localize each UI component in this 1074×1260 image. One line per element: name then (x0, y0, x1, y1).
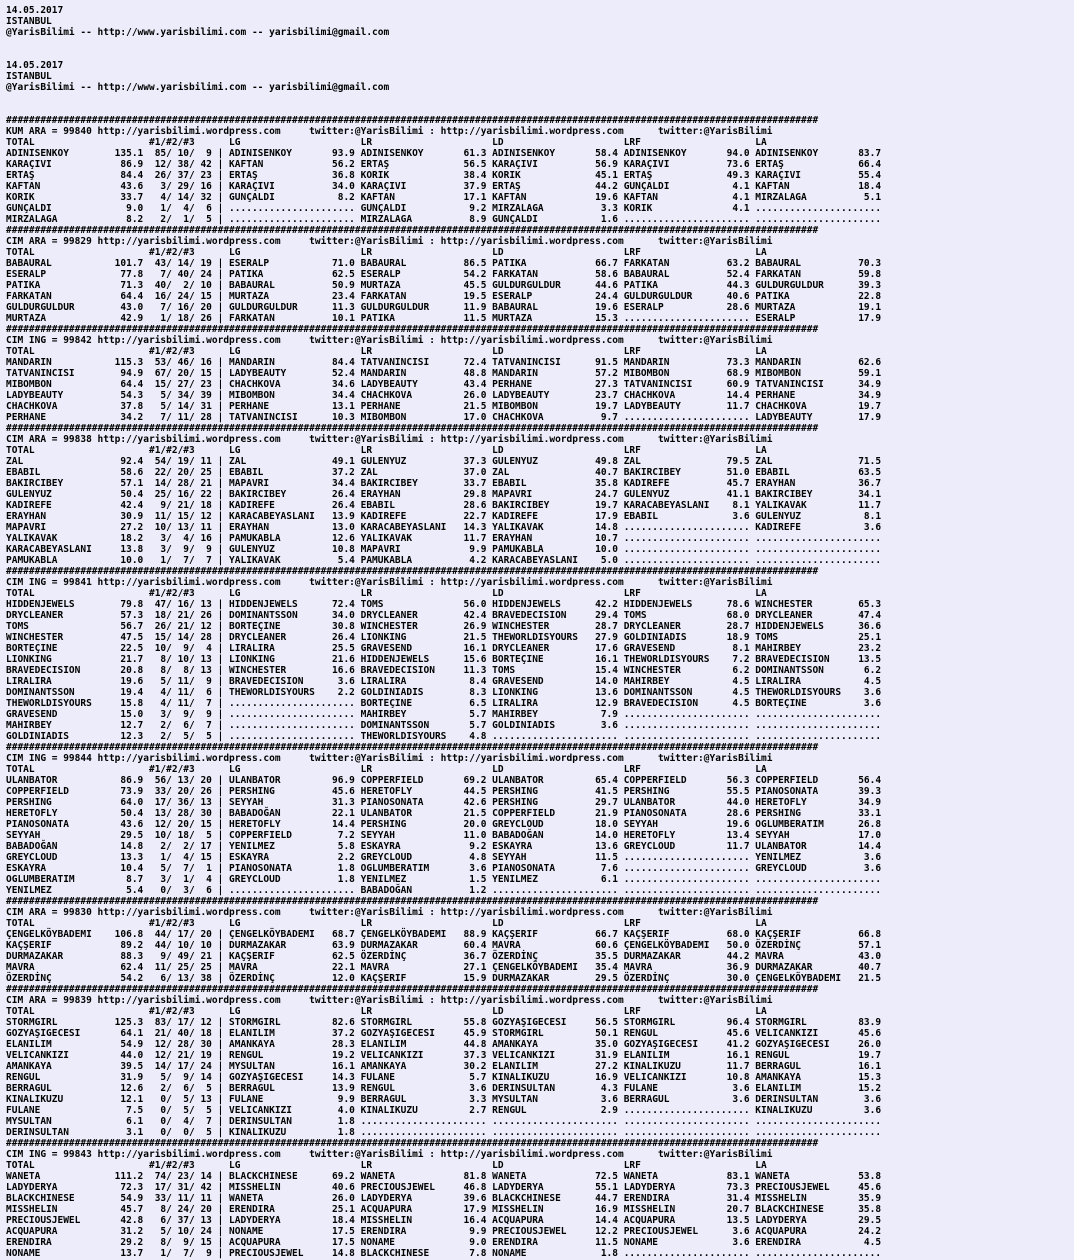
race-row: BERRAGUL 12.6 2/ 6/ 5 | BERRAGUL 13.9 RENGUL 3.6 DERINSULTAN 4.3 FULANE 3.6 ELANILIM 15.2 (6, 1083, 882, 1094)
race-row: NONAME 13.7 1/ 7/ 9 | PRECIOUSJEWEL 14.8 BLACKCHINESE 7.8 NONAME 1.8 ...................... ...................... (6, 1248, 882, 1259)
section-divider: ############################################################################################################################################## (6, 115, 819, 126)
race-report-document (6, 5, 1070, 1259)
race-row: LIONKING 21.7 8/ 10/ 13 | LIONKING 21.6 HIDDENJEWELS 15.6 BORTEÇINE 16.1 THEWORLDISYOURS 7.2 BRAVEDECISION 13.5 (6, 654, 882, 665)
column-header-row: TOTAL #1/#2/#3 LG LR LD LRF LA (6, 445, 767, 456)
race-row: MIRZALAGA 8.2 2/ 1/ 5 | ...................... MIRZALAGA 8.9 GUNÇALDI 1.6 ...................... ...................... (6, 214, 882, 225)
race-row: ÖZERDİNÇ 54.2 6/ 13/ 38 | ÖZERDİNÇ 12.0 KAÇŞERIF 15.9 DURMAZAKAR 29.5 ÖZERDİNÇ 30.0 ÇENGELKÖYBADEMI 21.5 (6, 973, 882, 984)
race-row: AMANKAYA 39.5 14/ 17/ 24 | MYSULTAN 16.1 AMANKAYA 30.2 ELANILIM 27.2 KINALIKUZU 11.7 BERRAGUL 16.1 (6, 1061, 882, 1072)
race-row: GRAVESEND 15.0 3/ 9/ 9 | ...................... MAHIRBEY 5.7 MAHIRBEY 7.9 ...................... ...................... (6, 709, 882, 720)
race-row: ADINISENKOY 135.1 85/ 10/ 9 | ADINISENKOY 93.9 ADINISENKOY 61.3 ADINISENKOY 58.4 ADINISENKOY 94.0 ADINISENKOY 83.7 (6, 148, 882, 159)
race-row: WINCHESTER 47.5 15/ 14/ 28 | DRYCLEANER 26.4 LIONKING 21.5 THEWORLDISYOURS 27.9 GOLDINIADIS 18.9 TOMS 25.1 (6, 632, 882, 643)
race-row: PIANOSONATA 43.6 12/ 20/ 15 | HERETOFLY 14.4 PERSHING 20.0 GREYCLOUD 18.0 SEYYAH 19.6 OGLUMBERATIM 26.8 (6, 819, 882, 830)
race-row: ERENDIRA 29.2 8/ 9/ 15 | ACQUAPURA 17.5 NONAME 9.0 ERENDIRA 11.5 NONAME 3.6 ERENDIRA 4.5 (6, 1237, 882, 1248)
race-row: MISSHELIN 45.7 8/ 24/ 20 | ERENDIRA 25.1 ACQUAPURA 17.9 MISSHELIN 16.9 MISSHELIN 20.7 BLACKCHINESE 35.8 (6, 1204, 882, 1215)
race-row: FARKATAN 64.4 16/ 24/ 15 | MURTAZA 23.4 FARKATAN 19.5 ESERALP 24.4 GULDURGULDUR 40.6 PATIKA 22.8 (6, 291, 882, 302)
race-row: FULANE 7.5 0/ 5/ 5 | VELICANKIZI 4.0 KINALIKUZU 2.7 RENGUL 2.9 ...................... KINALIKUZU 3.6 (6, 1105, 882, 1116)
column-header-row: TOTAL #1/#2/#3 LG LR LD LRF LA (6, 247, 767, 258)
section-divider: ############################################################################################################################################## (6, 423, 819, 434)
header-contact: @YarisBilimi -- http://www.yarisbilimi.com -- yarisbilimi@gmail.com (6, 27, 390, 38)
header-date: 14.05.2017 (6, 5, 64, 16)
race-row: GOLDINIADIS 12.3 2/ 5/ 5 | ...................... THEWORLDISYOURS 4.8 ...................... ...................... ...................... (6, 731, 882, 742)
race-row: KAFTAN 43.6 3/ 29/ 16 | KARAÇIVI 34.0 KARAÇIVI 37.9 ERTAŞ 44.2 GUNÇALDI 4.1 KAFTAN 18.4 (6, 181, 882, 192)
race-row: LADYDERYA 72.3 17/ 31/ 42 | MISSHELIN 40.6 PRECIOUSJEWEL 46.8 LADYDERYA 55.1 LADYDERYA 73.3 PRECIOUSJEWEL 45.6 (6, 1182, 882, 1193)
race-row: YALIKAVAK 18.2 3/ 4/ 16 | PAMUKABLA 12.6 YALIKAVAK 11.7 ERAYHAN 10.7 ...................... ...................... (6, 533, 882, 544)
column-header-row: TOTAL #1/#2/#3 LG LR LD LRF LA (6, 1006, 767, 1017)
race-row: BABAURAL 101.7 43/ 14/ 19 | ESERALP 71.0 BABAURAL 86.5 PATIKA 66.7 FARKATAN 63.2 BABAURAL 70.3 (6, 258, 882, 269)
section-divider: ############################################################################################################################################## (6, 1138, 819, 1149)
blank-line (6, 38, 1070, 49)
race-title-row: CIM ARA = 99829 http://yarisbilimi.wordpress.com twitter:@YarisBilimi : http://yarisbilimi.wordpress.com twitter:@YarisBilimi (6, 236, 773, 247)
race-row: WANETA 111.2 74/ 23/ 14 | BLACKCHINESE 69.2 WANETA 81.8 WANETA 72.5 WANETA 83.1 WANETA 53.8 (6, 1171, 882, 1182)
race-row: KARACABEYASLANI 13.8 3/ 9/ 9 | GULENYUZ 10.8 MAPAVRI 9.9 PAMUKABLA 10.0 ...................... ...................... (6, 544, 882, 555)
race-row: ESKAYRA 10.4 5/ 7/ 1 | PIANOSONATA 1.8 OGLUMBERATIM 3.6 PIANOSONATA 7.6 ...................... GREYCLOUD 3.6 (6, 863, 882, 874)
race-row: RENGUL 31.9 5/ 9/ 14 | GOZYAŞIGECESI 14.3 FULANE 5.7 KINALIKUZU 16.9 VELICANKIZI 10.8 AMANKAYA 15.3 (6, 1072, 882, 1083)
section-divider: ############################################################################################################################################## (6, 324, 819, 335)
race-title-row: CIM ARA = 99839 http://yarisbilimi.wordpress.com twitter:@YarisBilimi : http://yarisbilimi.wordpress.com twitter:@YarisBilimi (6, 995, 773, 1006)
race-row: GULENYUZ 50.4 25/ 16/ 22 | BAKIRCIBEY 26.4 ERAYHAN 29.8 MAPAVRI 24.7 GULENYUZ 41.1 BAKIRCIBEY 34.1 (6, 489, 882, 500)
section-divider: ############################################################################################################################################## (6, 225, 819, 236)
race-row: ERAYHAN 30.9 11/ 15/ 12 | KARACABEYASLANI 13.9 KADIREFE 22.7 KADIREFE 17.9 EBABIL 3.6 GULENYUZ 8.1 (6, 511, 882, 522)
race-row: THEWORLDISYOURS 15.8 4/ 11/ 7 | ...................... BORTEÇINE 6.5 LIRALIRA 12.9 BRAVEDECISION 4.5 BORTEÇINE 3.6 (6, 698, 882, 709)
race-row: SEYYAH 29.5 10/ 18/ 5 | COPPERFIELD 7.2 SEYYAH 11.0 BABADOĞAN 14.0 HERETOFLY 13.4 SEYYAH 17.0 (6, 830, 882, 841)
race-row: DRYCLEANER 57.3 18/ 21/ 26 | DOMINANTSSON 34.0 DRYCLEANER 42.4 BRAVEDECISION 29.4 TOMS 68.0 DRYCLEANER 47.4 (6, 610, 882, 621)
blank-line (6, 104, 1070, 115)
race-title-row: CIM ING = 99844 http://yarisbilimi.wordpress.com twitter:@YarisBilimi : http://yarisbilimi.wordpress.com twitter:@YarisBilimi (6, 753, 773, 764)
race-row: VELICANKIZI 44.0 12/ 21/ 19 | RENGUL 19.2 VELICANKIZI 37.3 VELICANKIZI 31.9 ELANILIM 16.1 RENGUL 19.7 (6, 1050, 882, 1061)
race-row: ACQUAPURA 31.2 5/ 10/ 24 | NONAME 17.5 ERENDIRA 9.9 PRECIOUSJEWEL 12.2 PRECIOUSJEWEL 3.6 ACQUAPURA 24.2 (6, 1226, 882, 1237)
race-row: KINALIKUZU 12.1 0/ 5/ 13 | FULANE 9.9 BERRAGUL 3.3 MYSULTAN 3.6 BERRAGUL 3.6 DERINSULTAN 3.6 (6, 1094, 882, 1105)
race-row: BABADOĞAN 14.8 2/ 2/ 17 | YENILMEZ 5.8 ESKAYRA 9.2 ESKAYRA 13.6 GREYCLOUD 11.7 ULANBATOR 14.4 (6, 841, 882, 852)
race-row: ZAL 92.4 54/ 19/ 11 | ZAL 49.1 GULENYUZ 37.3 GULENYUZ 49.8 ZAL 79.5 ZAL 71.5 (6, 456, 882, 467)
race-row: STORMGIRL 125.3 83/ 17/ 12 | STORMGIRL 82.6 STORMGIRL 55.8 GOZYAŞIGECESI 56.5 STORMGIRL 96.4 STORMGIRL 83.9 (6, 1017, 882, 1028)
race-row: ÇENGELKÖYBADEMI 106.8 44/ 17/ 20 | ÇENGELKÖYBADEMI 68.7 ÇENGELKÖYBADEMI 88.9 KAÇŞERIF 66.7 KAÇŞERIF 68.0 KAÇŞERIF 66.8 (6, 929, 882, 940)
race-row: ESERALP 77.8 7/ 40/ 24 | PATIKA 62.5 ESERALP 54.2 FARKATAN 58.6 BABAURAL 52.4 FARKATAN 59.8 (6, 269, 882, 280)
race-tables (6, 115, 1070, 1259)
race-row: DOMINANTSSON 19.4 4/ 11/ 6 | THEWORLDISYOURS 2.2 GOLDINIADIS 8.3 LIONKING 13.6 DOMINANTSSON 4.5 THEWORLDISYOURS 3.6 (6, 687, 882, 698)
header-city: ISTANBUL (6, 16, 52, 27)
race-title-row: KUM ARA = 99840 http://yarisbilimi.wordpress.com twitter:@YarisBilimi : http://yarisbilimi.wordpress.com twitter:@YarisBilimi (6, 126, 773, 137)
blank-line (6, 93, 1070, 104)
column-header-row: TOTAL #1/#2/#3 LG LR LD LRF LA (6, 764, 767, 775)
race-row: GUNÇALDI 9.0 1/ 4/ 6 | ...................... GUNÇALDI 9.2 MIRZALAGA 3.3 KORIK 4.1 ...................... (6, 203, 882, 214)
race-row: MANDARIN 115.3 53/ 46/ 16 | MANDARIN 84.4 TATVANINCISI 72.4 TATVANINCISI 91.5 MANDARIN 73.3 MANDARIN 62.6 (6, 357, 882, 368)
column-header-row: TOTAL #1/#2/#3 LG LR LD LRF LA (6, 588, 767, 599)
race-row: BAKIRCIBEY 57.1 14/ 28/ 21 | MAPAVRI 34.4 BAKIRCIBEY 33.7 EBABIL 35.8 KADIREFE 45.7 ERAYHAN 36.7 (6, 478, 882, 489)
race-row: CHACHKOVA 37.8 5/ 14/ 31 | PERHANE 13.1 PERHANE 21.5 MIBOMBON 19.7 LADYBEAUTY 11.7 CHACHKOVA 19.7 (6, 401, 882, 412)
section-divider: ############################################################################################################################################## (6, 984, 819, 995)
race-row: MIBOMBON 64.4 15/ 27/ 23 | CHACHKOVA 34.6 LADYBEAUTY 43.4 PERHANE 27.3 TATVANINCISI 60.9 TATVANINCISI 34.9 (6, 379, 882, 390)
race-row: HERETOFLY 50.4 13/ 28/ 30 | BABADOĞAN 22.1 ULANBATOR 21.5 COPPERFIELD 21.9 PIANOSONATA 28.6 PERSHING 33.1 (6, 808, 882, 819)
race-row: GREYCLOUD 13.3 1/ 4/ 15 | ESKAYRA 2.2 GREYCLOUD 4.8 SEYYAH 11.5 ...................... YENILMEZ 3.6 (6, 852, 882, 863)
race-title-row: CIM ARA = 99830 http://yarisbilimi.wordpress.com twitter:@YarisBilimi : http://yarisbilimi.wordpress.com twitter:@YarisBilimi (6, 907, 773, 918)
race-row: PATIKA 71.3 40/ 2/ 10 | BABAURAL 50.9 MURTAZA 45.5 GULDURGULDUR 44.6 PATIKA 44.3 GULDURGULDUR 39.3 (6, 280, 882, 291)
race-row: MAVRA 62.4 11/ 25/ 25 | MAVRA 22.1 MAVRA 27.1 ÇENGELKÖYBADEMI 35.4 MAVRA 36.9 DURMAZAKAR 40.7 (6, 962, 882, 973)
race-row: ULANBATOR 86.9 56/ 13/ 20 | ULANBATOR 96.9 COPPERFIELD 69.2 ULANBATOR 65.4 COPPERFIELD 56.3 COPPERFIELD 56.4 (6, 775, 882, 786)
race-row: YENILMEZ 5.4 0/ 3/ 6 | ...................... BABADOĞAN 1.2 ...................... ...................... ...................... (6, 885, 882, 896)
race-row: GOZYAŞIGECESI 64.1 21/ 40/ 18 | ELANILIM 37.2 GOZYAŞIGECESI 45.9 STORMGIRL 50.1 RENGUL 45.6 VELICANKIZI 45.6 (6, 1028, 882, 1039)
race-row: MURTAZA 42.9 1/ 18/ 26 | FARKATAN 10.1 PATIKA 11.5 MURTAZA 15.3 ...................... ESERALP 17.9 (6, 313, 882, 324)
race-row: BORTEÇINE 22.5 10/ 9/ 4 | LIRALIRA 25.5 GRAVESEND 16.1 DRYCLEANER 17.6 GRAVESEND 8.1 MAHIRBEY 23.2 (6, 643, 882, 654)
race-title-row: CIM ING = 99842 http://yarisbilimi.wordpress.com twitter:@YarisBilimi : http://yarisbilimi.wordpress.com twitter:@YarisBilimi (6, 335, 773, 346)
race-row: DERINSULTAN 3.1 0/ 0/ 5 | KINALIKUZU 1.8 ...................... ...................... ...................... ...................... (6, 1127, 882, 1138)
race-row: ERTAŞ 84.4 26/ 37/ 23 | ERTAŞ 36.8 KORIK 38.4 KORIK 45.1 ERTAŞ 49.3 KARAÇIVI 55.4 (6, 170, 882, 181)
section-divider: ############################################################################################################################################## (6, 896, 819, 907)
race-row: HIDDENJEWELS 79.8 47/ 16/ 13 | HIDDENJEWELS 72.4 TOMS 56.0 HIDDENJEWELS 42.2 HIDDENJEWELS 78.6 WINCHESTER 65.3 (6, 599, 882, 610)
race-row: KARAÇIVI 86.9 12/ 38/ 42 | KAFTAN 56.2 ERTAŞ 56.5 KARAÇIVI 56.9 KARAÇIVI 73.6 ERTAŞ 66.4 (6, 159, 882, 170)
race-row: BRAVEDECISION 20.8 8/ 8/ 13 | WINCHESTER 16.6 BRAVEDECISION 11.3 TOMS 15.4 WINCHESTER 6.2 DOMINANTSSON 6.2 (6, 665, 882, 676)
header-city: ISTANBUL (6, 71, 52, 82)
race-row: LIRALIRA 19.6 5/ 11/ 9 | BRAVEDECISION 3.6 LIRALIRA 8.4 GRAVESEND 14.0 MAHIRBEY 4.5 LIRALIRA 4.5 (6, 676, 882, 687)
race-row: LADYBEAUTY 54.3 5/ 34/ 39 | MIBOMBON 34.4 CHACHKOVA 26.0 LADYBEAUTY 23.7 CHACHKOVA 14.4 PERHANE 34.9 (6, 390, 882, 401)
race-row: ELANILIM 54.9 12/ 28/ 30 | AMANKAYA 28.3 ELANILIM 44.8 AMANKAYA 35.0 GOZYAŞIGECESI 41.2 GOZYAŞIGECESI 26.0 (6, 1039, 882, 1050)
race-row: PRECIOUSJEWEL 42.8 6/ 37/ 13 | LADYDERYA 18.4 MISSHELIN 16.4 ACQUAPURA 14.4 ACQUAPURA 13.5 LADYDERYA 29.5 (6, 1215, 882, 1226)
race-row: DURMAZAKAR 88.3 9/ 49/ 21 | KAÇŞERIF 62.5 ÖZERDİNÇ 36.7 ÖZERDİNÇ 35.5 DURMAZAKAR 44.2 MAVRA 43.0 (6, 951, 882, 962)
column-header-row: TOTAL #1/#2/#3 LG LR LD LRF LA (6, 346, 767, 357)
race-row: COPPERFIELD 73.9 33/ 20/ 26 | PERSHING 45.6 HERETOFLY 44.5 PERSHING 41.5 PERSHING 55.5 PIANOSONATA 39.3 (6, 786, 882, 797)
header-date: 14.05.2017 (6, 60, 64, 71)
race-title-row: CIM ING = 99843 http://yarisbilimi.wordpress.com twitter:@YarisBilimi : http://yarisbilimi.wordpress.com twitter:@YarisBilimi (6, 1149, 773, 1160)
race-row: PAMUKABLA 10.0 1/ 7/ 7 | YALIKAVAK 5.4 PAMUKABLA 4.2 KARACABEYASLANI 5.0 ...................... ...................... (6, 555, 882, 566)
race-row: MYSULTAN 6.1 0/ 4/ 7 | DERINSULTAN 1.8 ...................... ...................... ...................... ...................... (6, 1116, 882, 1127)
race-row: GULDURGULDUR 43.0 7/ 16/ 20 | GULDURGULDUR 11.3 GULDURGULDUR 11.9 BABAURAL 19.6 ESERALP 28.6 MURTAZA 19.1 (6, 302, 882, 313)
blank-line (6, 49, 1070, 60)
race-row: PERSHING 64.0 17/ 36/ 13 | SEYYAH 31.3 PIANOSONATA 42.6 PERSHING 29.7 ULANBATOR 44.0 HERETOFLY 34.9 (6, 797, 882, 808)
race-row: KORIK 33.7 4/ 14/ 32 | GUNÇALDI 8.2 KAFTAN 17.1 KAFTAN 19.6 KAFTAN 4.1 MIRZALAGA 5.1 (6, 192, 882, 203)
column-header-row: TOTAL #1/#2/#3 LG LR LD LRF LA (6, 1160, 767, 1171)
section-divider: ############################################################################################################################################## (6, 742, 819, 753)
race-row: PERHANE 34.2 7/ 11/ 28 | TATVANINCISI 10.3 MIBOMBON 17.0 CHACHKOVA 9.7 ...................... LADYBEAUTY 17.9 (6, 412, 882, 423)
column-header-row: TOTAL #1/#2/#3 LG LR LD LRF LA (6, 137, 767, 148)
race-row: TOMS 56.7 26/ 21/ 12 | BORTEÇINE 30.8 WINCHESTER 26.9 WINCHESTER 28.7 DRYCLEANER 28.7 HIDDENJEWELS 36.6 (6, 621, 882, 632)
race-row: MAHIRBEY 12.7 2/ 6/ 7 | ...................... DOMINANTSSON 5.7 GOLDINIADIS 3.6 ...................... ...................... (6, 720, 882, 731)
header-contact: @YarisBilimi -- http://www.yarisbilimi.com -- yarisbilimi@gmail.com (6, 82, 390, 93)
race-row: KADIREFE 42.4 9/ 21/ 18 | KADIREFE 26.4 EBABIL 28.6 BAKIRCIBEY 19.7 KARACABEYASLANI 8.1 YALIKAVAK 11.7 (6, 500, 882, 511)
race-row: OGLUMBERATIM 8.7 3/ 1/ 4 | GREYCLOUD 1.8 YENILMEZ 1.5 YENILMEZ 6.1 ...................... ...................... (6, 874, 882, 885)
race-title-row: CIM ING = 99841 http://yarisbilimi.wordpress.com twitter:@YarisBilimi : http://yarisbilimi.wordpress.com twitter:@YarisBilimi (6, 577, 773, 588)
column-header-row: TOTAL #1/#2/#3 LG LR LD LRF LA (6, 918, 767, 929)
race-row: TATVANINCISI 94.9 67/ 20/ 15 | LADYBEAUTY 52.4 MANDARIN 48.8 MANDARIN 57.2 MIBOMBON 68.9 MIBOMBON 59.1 (6, 368, 882, 379)
race-row: KAÇŞERIF 89.2 44/ 10/ 10 | DURMAZAKAR 63.9 DURMAZAKAR 60.4 MAVRA 60.6 ÇENGELKÖYBADEMI 50.0 ÖZERDİNÇ 57.1 (6, 940, 882, 951)
race-row: BLACKCHINESE 54.9 33/ 11/ 11 | WANETA 26.0 LADYDERYA 39.6 BLACKCHINESE 44.7 ERENDIRA 31.4 MISSHELIN 35.9 (6, 1193, 882, 1204)
section-divider: ############################################################################################################################################## (6, 566, 819, 577)
race-row: MAPAVRI 27.2 10/ 13/ 11 | ERAYHAN 13.0 KARACABEYASLANI 14.3 YALIKAVAK 14.8 ...................... KADIREFE 3.6 (6, 522, 882, 533)
race-title-row: CIM ARA = 99838 http://yarisbilimi.wordpress.com twitter:@YarisBilimi : http://yarisbilimi.wordpress.com twitter:@YarisBilimi (6, 434, 773, 445)
race-row: EBABIL 58.6 22/ 20/ 25 | EBABIL 37.2 ZAL 37.0 ZAL 40.7 BAKIRCIBEY 51.0 EBABIL 63.5 (6, 467, 882, 478)
